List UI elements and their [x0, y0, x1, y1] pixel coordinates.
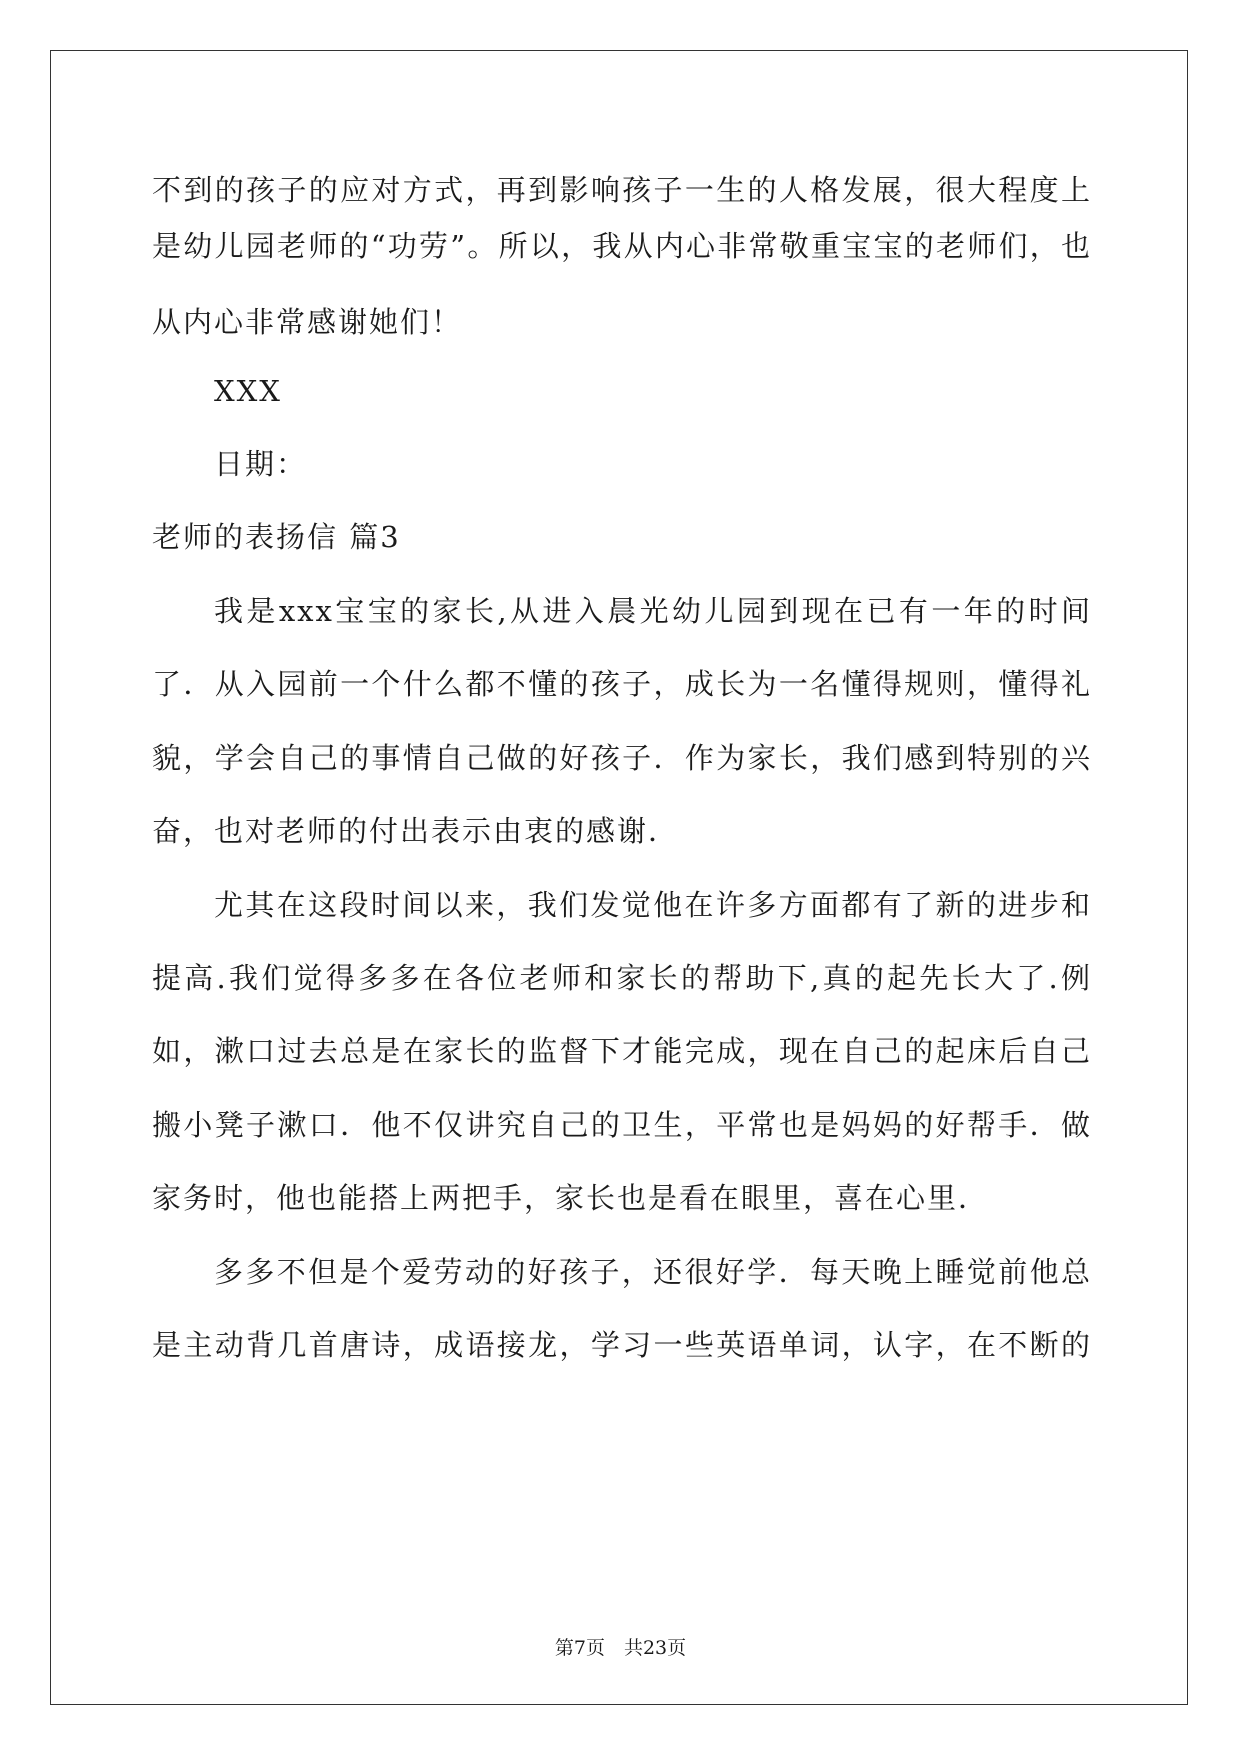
paragraph-line: 了．从入园前一个什么都不懂的孩子，成长为一名懂得规则，懂得礼 — [152, 667, 1092, 701]
date-label: 日期： — [214, 447, 308, 481]
section-heading: 老师的表扬信 篇3 — [152, 520, 401, 554]
paragraph-line: 多多不但是个爱劳动的好孩子，还很好学．每天晚上睡觉前他总 — [214, 1255, 1092, 1289]
page-border — [50, 50, 1188, 1705]
paragraph-line: 家务时，他也能搭上两把手，家长也是看在眼里，喜在心里． — [152, 1181, 990, 1215]
paragraph-line: 貌，学会自己的事情自己做的好孩子．作为家长，我们感到特别的兴 — [152, 741, 1092, 775]
text-line: 不到的孩子的应对方式，再到影响孩子一生的人格发展，很大程度上 — [152, 173, 1092, 207]
page-number: 第7页 共23页 — [554, 1637, 687, 1659]
paragraph-line: 我是xxx宝宝的家长,从进入晨光幼儿园到现在已有一年的时间 — [214, 594, 1092, 628]
signature-name: XXX — [214, 374, 282, 408]
paragraph-line: 如，漱口过去总是在家长的监督下才能完成，现在自己的起床后自己 — [152, 1034, 1092, 1068]
paragraph-line: 搬小凳子漱口．他不仅讲究自己的卫生，平常也是妈妈的好帮手．做 — [152, 1108, 1092, 1142]
text-line: 从内心非常感谢她们！ — [152, 305, 463, 339]
paragraph-line: 是主动背几首唐诗，成语接龙，学习一些英语单词，认字，在不断的 — [152, 1328, 1092, 1362]
paragraph-line: 尤其在这段时间以来，我们发觉他在许多方面都有了新的进步和 — [214, 888, 1092, 922]
text-line: 是幼儿园老师的“功劳”。所以，我从内心非常敬重宝宝的老师们，也 — [152, 229, 1092, 263]
paragraph-line: 提高.我们觉得多多在各位老师和家长的帮助下,真的起先长大了.例 — [152, 961, 1092, 995]
paragraph-line: 奋，也对老师的付出表示由衷的感谢． — [152, 814, 680, 848]
